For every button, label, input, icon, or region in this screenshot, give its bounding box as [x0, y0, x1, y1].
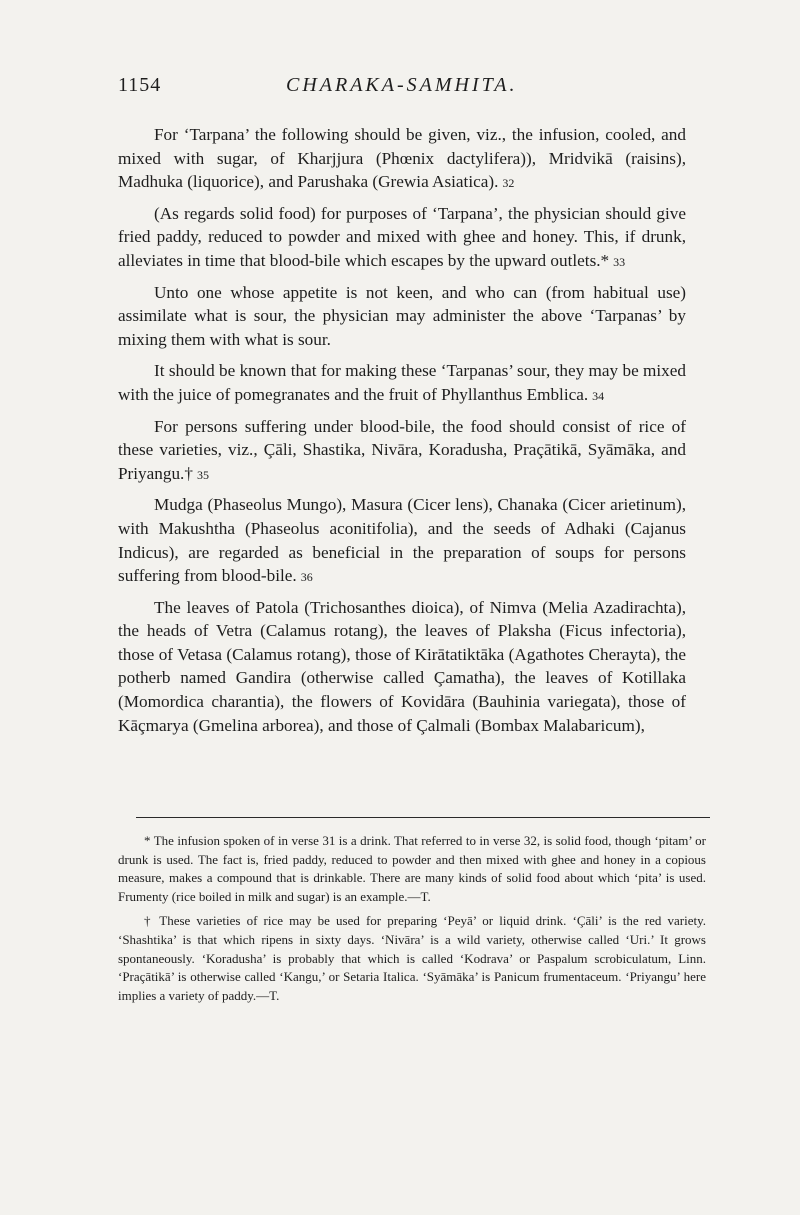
- footnote-divider: [136, 817, 710, 818]
- verse-number: 34: [592, 388, 605, 403]
- paragraph-sour-tarpanas: Unto one whose appetite is not keen, and who can (from habitual use) assimilate what is sour, the physician may administer the above ‘Tarpanas’ by mixing them with what is sour.: [118, 282, 686, 349]
- paragraph-verse-36: Mudga (Phaseolus Mungo), Masura (Cicer lens), Chanaka (Cicer arietinum), with Makushtha (Phaseolus aconitifolia), and the seeds of Adhaki (Cajanus Indicus), are regarded as beneficial in the preparation of soups for persons suffering from blood-bile. 36: [118, 495, 686, 586]
- footnote-asterisk: * The infusion spoken of in verse 31 is a drink. That referred to in verse 32, is solid food, though ‘pitam’ or drunk is used. The fact is, fried paddy, reduced to powder and then mixed with ghee and honey in a copious measure, makes a compound that is drinkable. There are many kinds of solid food about which ‘pita’ is used. Frumenty (rice boiled in milk and sugar) is an example.—T.: [118, 833, 706, 904]
- verse-number: 35: [196, 467, 209, 482]
- paragraph-verse-33: (As regards solid food) for purposes of ‘Tarpana’, the physician should give fried paddy, reduced to powder and mixed with ghee and honey. This, if drunk, alleviates in time that blood-bile which escapes by the upward outlets.* 33: [118, 203, 686, 270]
- verse-number: 33: [613, 254, 626, 269]
- paragraph-verse-34: It should be known that for making these ‘Tarpanas’ sour, they may be mixed with the juice of pomegranates and the fruit of Phyllanthus Emblica. 34: [118, 361, 686, 404]
- page-number: 1154: [118, 74, 162, 96]
- footnote-dagger: † These varieties of rice may be used for preparing ‘Peyā’ or liquid drink. ‘Çāli’ is the red variety. ‘Shashtika’ is that which ripens in sixty days. ‘Nivāra’ is a wild variety, otherwise called ‘Uri.’ It grows spontaneously. ‘Koradusha’ is probably that which is called ‘Kodrava’ or Paspalum scrobiculatum, Linn. ‘Praçātikā’ is otherwise called ‘Kangu,’ or Setaria Italica. ‘Syāmāka’ is Panicum frumentaceum. ‘Priyangu’ here implies a variety of paddy.—T.: [118, 913, 706, 1003]
- verse-number: 32: [502, 176, 515, 191]
- running-title: CHARAKA-SAMHITA.: [286, 74, 518, 96]
- paragraph-leaves: The leaves of Patola (Trichosanthes dioica), of Nimva (Melia Azadirachta), the heads of Vetra (Calamus rotang), the leaves of Plaksha (Ficus infectoria), those of Vetasa (Calamus rotang), those of Kirātatiktāka (Agathotes Cherayta), the potherb named Gandira (otherwise called Çamatha), the leaves of Kotillaka (Momordica charantia), the flowers of Kovidāra (Bauhinia variegata), those of Kāçmarya (Gmelina arborea), and those of Çalmali (Bombax Malabaricum),: [118, 597, 686, 735]
- paragraph-verse-32: For ‘Tarpana’ the following should be given, viz., the infusion, cooled, and mixed with sugar, of Kharjjura (Phœnix dactylifera)), Mridvikā (raisins), Madhuka (liquorice), and Parushaka (Grewia Asiatica). 32: [118, 125, 686, 192]
- main-text: [118, 123, 686, 745]
- footnotes: [118, 832, 706, 1011]
- page-header: [118, 74, 678, 104]
- verse-number: 36: [300, 570, 313, 585]
- paragraph-verse-35: For persons suffering under blood-bile, the food should consist of rice of these varieties, viz., Çāli, Shastika, Nivāra, Koradusha, Praçātikā, Syāmāka, and Priyangu.† 35: [118, 416, 686, 483]
